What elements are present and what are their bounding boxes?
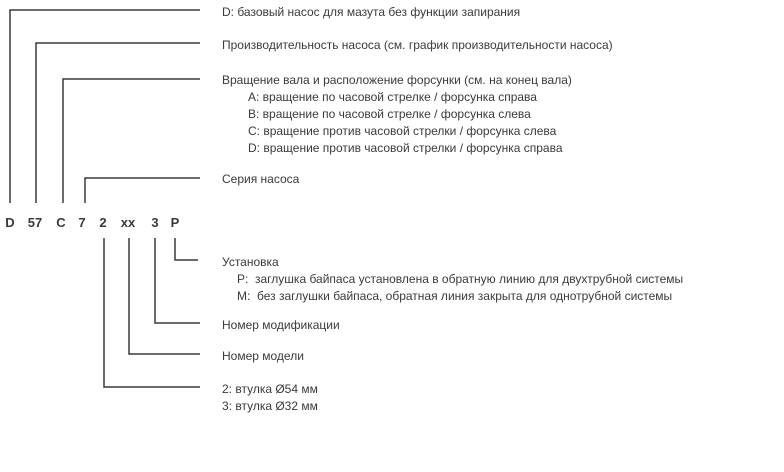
connector-capacity [36,43,200,203]
connector-base-pump [10,10,200,203]
connector-model [129,238,200,354]
label-capacity: Производительность насоса (см. график производительности насоса) [222,38,613,52]
sleeve-option-3: 3: втулка Ø32 мм [222,399,318,413]
code-part-installation: P [170,215,180,230]
rotation-options [248,89,572,157]
rotation-option-c: C: вращение против часовой стрелки / форсунка слева [248,124,557,138]
code-part-model: xx [120,215,136,230]
installation-option-p: P: заглушка байпаса установлена в обратную линию для двухтрубной системы [237,272,684,286]
connector-modification [155,238,200,323]
label-modification: Номер модификации [222,318,340,332]
rotation-option-d: D: вращение против часовой стрелки / форсунка справа [248,141,563,155]
installation-block [222,254,683,305]
rotation-title: Вращение вала и расположение форсунки (см. на конец вала) [222,73,572,87]
code-part-base-pump: D [5,215,15,230]
installation-title: Установка [222,255,279,269]
label-series: Серия насоса [222,172,300,186]
code-part-series: 7 [78,215,86,230]
rotation-block [222,72,572,157]
code-part-modification: 3 [151,215,159,230]
connector-rotation [63,79,200,203]
code-part-sleeve: 2 [99,215,107,230]
label-model: Номер модели [222,349,304,363]
rotation-option-b: B: вращение по часовой стрелке / форсунка слева [248,107,531,121]
connector-installation [175,238,198,260]
sleeve-options [222,381,318,415]
connector-series [85,178,200,203]
rotation-option-a: A: вращение по часовой стрелке / форсунка справа [248,90,537,104]
sleeve-block [222,381,318,415]
installation-options [237,271,683,305]
code-part-capacity: 57 [27,215,43,230]
code-part-rotation: C [56,215,66,230]
sleeve-option-2: 2: втулка Ø54 мм [222,382,318,396]
installation-option-m: M: без заглушки байпаса, обратная линия закрыта для однотрубной системы [237,289,673,303]
label-base-pump: D: базовый насос для мазута без функции запирания [222,5,521,19]
pump-code [0,215,784,230]
